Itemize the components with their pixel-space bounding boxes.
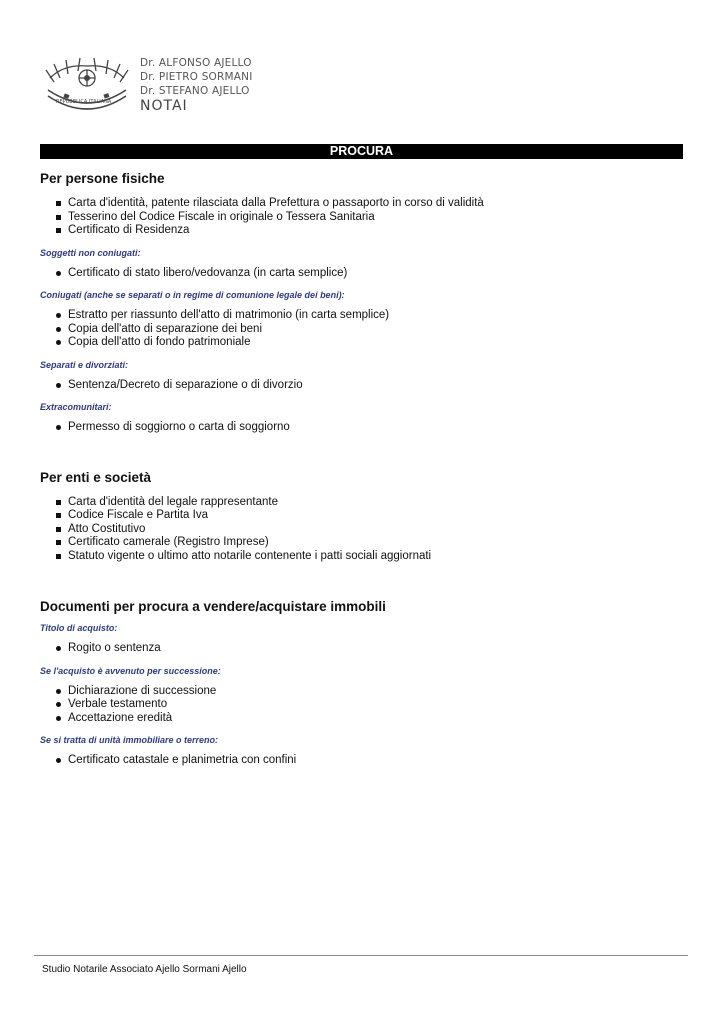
list-item: Codice Fiscale e Partita Iva [40,509,680,523]
list-item: Rogito o sentenza [40,642,680,656]
list-item: Dichiarazione di successione [40,685,680,699]
subheading: Soggetti non coniugati: [40,247,141,258]
list-item: Sentenza/Decreto di separazione o di divorzio [40,379,680,393]
list-item: Estratto per riassunto dell'atto di matrimonio (in carta semplice) [40,309,680,323]
list-item: Copia dell'atto di separazione dei beni [40,323,680,337]
subheading: Coniugati (anche se separati o in regime di comunione legale dei beni): [40,290,345,300]
notary-seal-logo [44,56,130,112]
section-heading: Per enti e società [40,469,152,485]
footer-divider [34,955,688,956]
seal-emblem-icon [44,56,130,112]
section-heading: Documenti per procura a vendere/acquistare immobili [40,599,386,614]
notary-name: Dr. STEFANO AJELLO [140,85,250,97]
list-item: Tesserino del Codice Fiscale in originale o Tessera Sanitaria [40,211,680,225]
notary-names [140,56,253,114]
seal-text: REPUBBLICA ITALIANA [56,99,112,105]
list-item: Certificato di Residenza [40,224,680,238]
requirements-list [40,379,680,393]
list-item: Certificato di stato libero/vedovanza (in carta semplice) [40,267,680,281]
requirements-list [40,267,680,281]
requirements-list [40,496,680,564]
subheading: Extracomunitari: [40,402,112,412]
list-item: Carta d'identità, patente rilasciata dalla Prefettura o passaporto in corso di validità [40,197,680,211]
notary-role: NOTAI [140,98,188,114]
notary-name: Dr. PIETRO SORMANI [140,71,253,83]
notary-name: Dr. ALFONSO AJELLO [140,57,252,69]
list-item: Permesso di soggiorno o carta di soggiorno [40,421,680,435]
subheading: Se si tratta di unità immobiliare o terreno: [40,735,219,745]
list-item: Verbale testamento [40,698,680,712]
requirements-list [40,685,680,726]
list-item: Copia dell'atto di fondo patrimoniale [40,336,680,350]
list-item: Certificato camerale (Registro Imprese) [40,536,680,550]
list-item: Certificato catastale e planimetria con confini [40,754,680,768]
list-item: Atto Costitutivo [40,523,680,537]
list-item: Accettazione eredità [40,712,680,726]
list-item: Statuto vigente o ultimo atto notarile contenente i patti sociali aggiornati [40,550,680,564]
requirements-list [40,642,680,656]
document-title-bar: PROCURA [40,144,683,159]
requirements-list [40,754,680,768]
footer-text: Studio Notarile Associato Ajello Sormani Ajello [42,964,247,975]
subheading: Titolo di acquisto: [40,623,118,633]
requirements-list [40,421,680,435]
requirements-list [40,309,680,350]
subheading: Se l'acquisto è avvenuto per successione: [40,665,221,676]
subheading: Separati e divorziati: [40,359,129,370]
list-item: Carta d'identità del legale rappresentante [40,496,680,510]
section-heading: Per persone fisiche [40,171,165,186]
requirements-list [40,197,680,238]
document-body [40,170,680,768]
